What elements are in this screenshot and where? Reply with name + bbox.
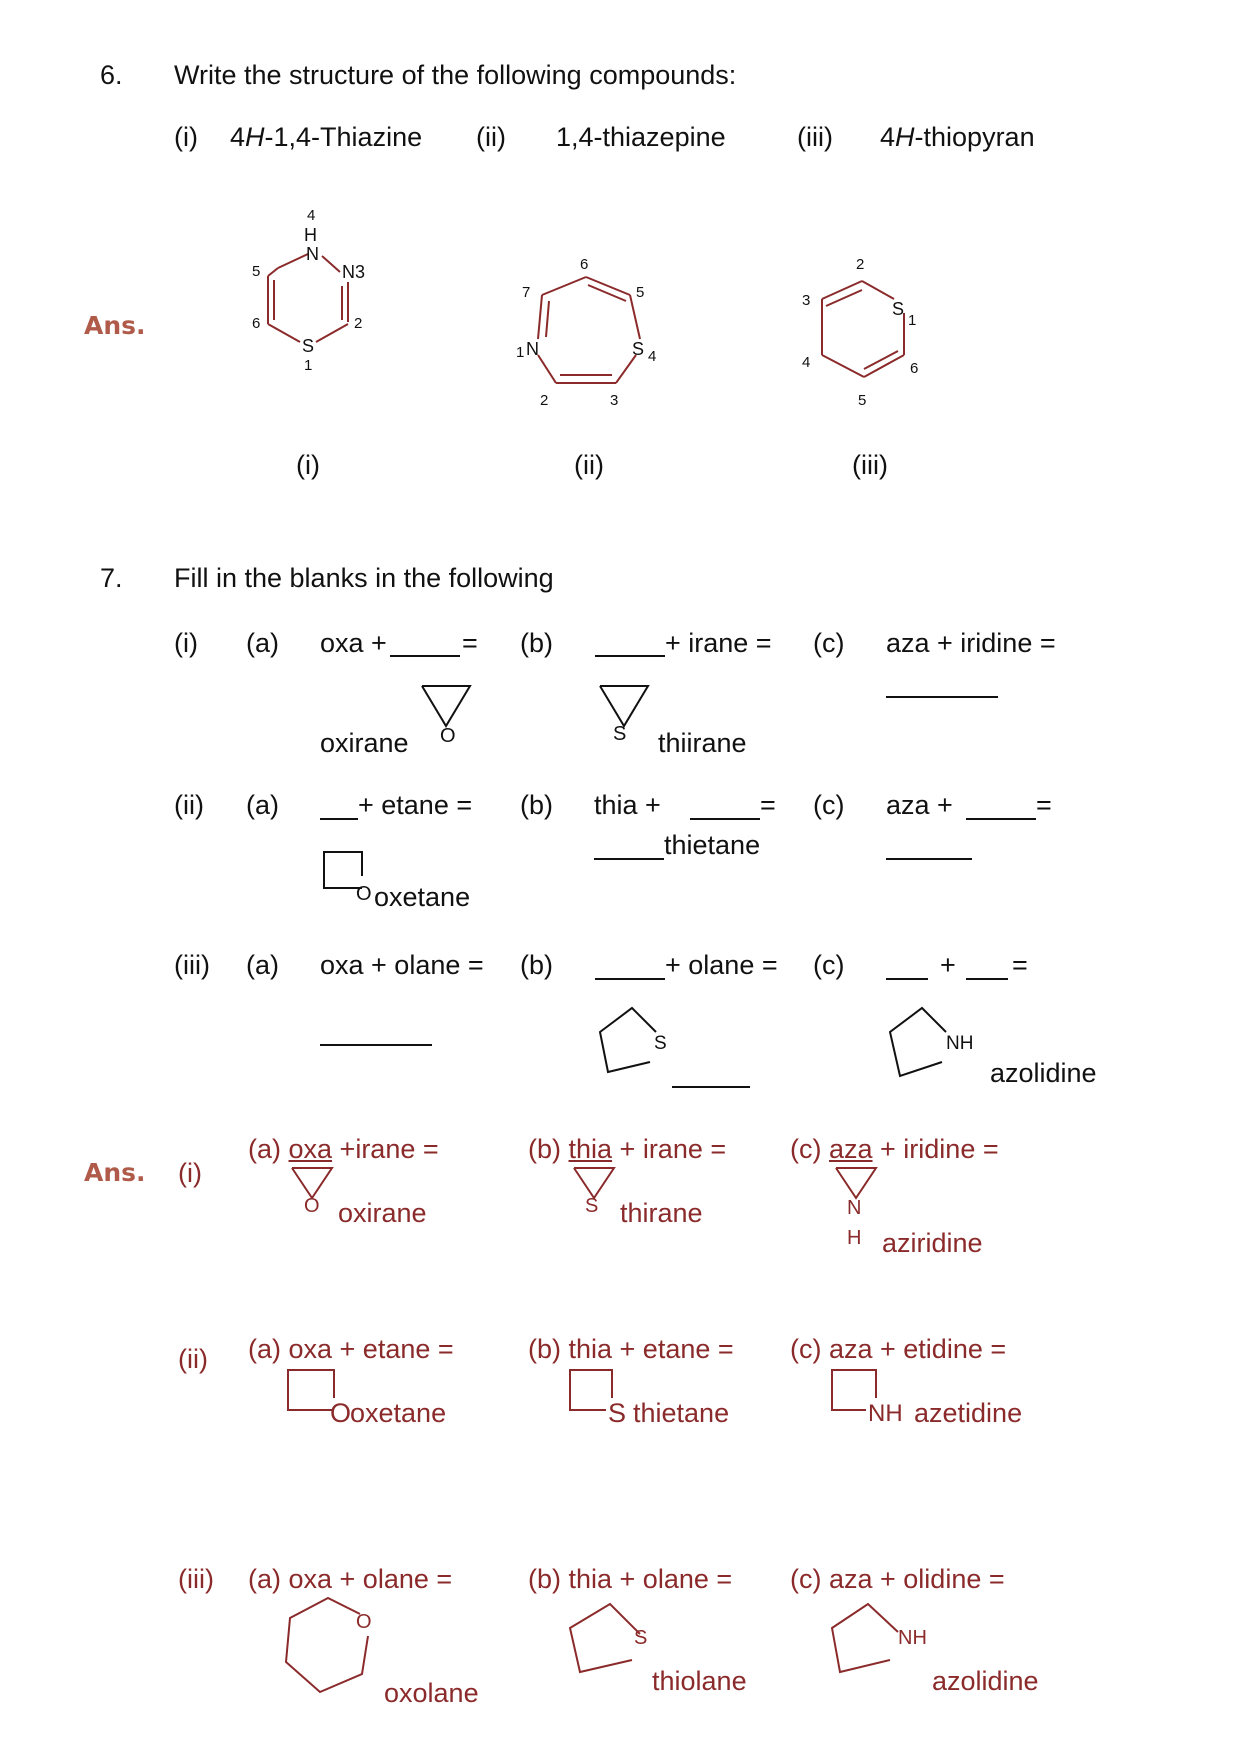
- ans-oxirane-o-atom: O: [304, 1195, 320, 1217]
- q7-row2-b-name: thietane: [664, 830, 761, 860]
- thiazine-h-atom: H: [304, 225, 317, 245]
- thiazine-locant-5: 5: [252, 263, 261, 280]
- ans-iii-a-name: oxolane: [384, 1678, 479, 1708]
- ans-oxetane-o-atom: O: [330, 1398, 352, 1428]
- thiazepine-locant-5: 5: [636, 284, 645, 301]
- q7-row3-b-label: (b): [520, 950, 553, 980]
- thiazepine-locant-7: 7: [522, 284, 531, 301]
- q7-row3-b-post: + olane =: [665, 950, 778, 980]
- thiazine-locant-2: 2: [354, 315, 363, 332]
- ans-oxolane-ring: [280, 1596, 390, 1700]
- caption-i: (i): [296, 450, 320, 480]
- ans-row-i-roman: (i): [178, 1158, 202, 1188]
- q7-row2-b-pre: thia +: [594, 790, 661, 820]
- ans-iii-b-name: thiolane: [652, 1666, 747, 1696]
- q7-row1-a-pre: oxa +: [320, 628, 387, 658]
- thiopyran-locant-3: 3: [802, 292, 811, 309]
- thiazine-n-atom: N: [306, 244, 319, 264]
- ans-oxolane-o-atom: O: [356, 1611, 372, 1633]
- q7-row2-a-blank: [320, 818, 358, 820]
- q6-item-i-name: 4H-1,4-Thiazine: [230, 122, 423, 152]
- q7-row2-b-post: =: [760, 790, 776, 820]
- ans-ii-b-name: thietane: [633, 1398, 730, 1428]
- ans-row-ii-roman: (ii): [178, 1344, 208, 1374]
- q7-row1-a-blank: [390, 655, 460, 657]
- thiirane-s-atom: S: [613, 723, 627, 745]
- thiazepine-locant-3: 3: [610, 392, 619, 409]
- q7-row1-a-post: =: [462, 628, 478, 658]
- thiopyran-structure: [780, 255, 940, 425]
- q6-item-i-roman: (i): [174, 122, 198, 152]
- q7-row1-c-label: (c): [813, 628, 845, 658]
- ans-i-c-name: aziridine: [882, 1228, 983, 1258]
- q7-prompt: Fill in the blanks in the following: [174, 563, 554, 593]
- ans-i-a-name: oxirane: [338, 1198, 427, 1228]
- thiopyran-locant-4: 4: [802, 354, 811, 371]
- ans-ii-b-text: (b) thia + etane =: [528, 1334, 734, 1364]
- q7-row3-c-post: =: [1012, 950, 1028, 980]
- q7-row3-roman: (iii): [174, 950, 210, 980]
- thiazepine-locant-1: 1: [516, 344, 525, 361]
- ans-ii-a-name: oxetane: [350, 1398, 447, 1428]
- thiazine-locant-1: 1: [304, 357, 313, 374]
- thiazepine-locant-6: 6: [580, 256, 589, 273]
- q6-prompt: Write the structure of the following compounds:: [174, 60, 737, 90]
- ans-aziridine-h-atom: H: [847, 1227, 862, 1249]
- q7-row3-b-s-atom: S: [654, 1033, 667, 1054]
- q7-row2-a-label: (a): [246, 790, 279, 820]
- q7-row1-b-label: (b): [520, 628, 553, 658]
- q7-row1-b-blank: [595, 655, 665, 657]
- q7-row1-b-post: + irane =: [665, 628, 772, 658]
- q7-row3-a-label: (a): [246, 950, 279, 980]
- q7-row1-roman: (i): [174, 628, 198, 658]
- ans-i-c-text: (c) aza + iridine =: [790, 1134, 999, 1164]
- thiopyran-locant-1: 1: [908, 312, 917, 329]
- ans-i-b-name: thirane: [620, 1198, 703, 1228]
- ans-i-a-text: (a) oxa +irane =: [248, 1134, 439, 1164]
- q7-row1-c-text: aza + iridine =: [886, 628, 1056, 658]
- q6-item-iii-roman: (iii): [797, 122, 833, 152]
- q7-ans-label: Ans.: [84, 1158, 146, 1187]
- q6-item-ii-name: 1,4-thiazepine: [556, 122, 726, 152]
- ans-iii-c-text: (c) aza + olidine =: [790, 1564, 1005, 1594]
- q7-row2-b-label: (b): [520, 790, 553, 820]
- q7-row3-a-blank: [320, 1044, 432, 1046]
- ans-azolidine-nh-atom: NH: [898, 1627, 927, 1649]
- ans-ii-c-name: azetidine: [914, 1398, 1023, 1428]
- q7-row2-c-pre: aza +: [886, 790, 953, 820]
- q7-row3-c-nh-atom: NH: [946, 1033, 974, 1054]
- thiazine-locant-6: 6: [252, 315, 261, 332]
- oxetane-o-atom: O: [356, 883, 372, 905]
- ans-thiolane-s-atom: S: [634, 1627, 648, 1649]
- q7-row3-c-blank-1: [886, 978, 928, 980]
- thiopyran-locant-2: 2: [856, 256, 865, 273]
- thiopyran-s-atom: S: [892, 299, 905, 319]
- oxirane-o-atom: O: [440, 725, 456, 747]
- q7-row3-c-label: (c): [813, 950, 845, 980]
- thiazine-locant-4: 4: [307, 207, 316, 224]
- thiazepine-structure: [500, 255, 680, 425]
- caption-ii: (ii): [574, 450, 604, 480]
- q6-item-ii-roman: (ii): [476, 122, 506, 152]
- thiazepine-n-atom: N: [526, 339, 539, 359]
- thiazepine-locant-4: 4: [648, 348, 657, 365]
- q7-row2-b-blank: [690, 818, 760, 820]
- q7-row3-a-text: oxa + olane =: [320, 950, 484, 980]
- ans-azetidine-nh-atom: NH: [868, 1400, 903, 1427]
- q7-row2-a-name: oxetane: [374, 882, 471, 912]
- q7-row2-c-post: =: [1036, 790, 1052, 820]
- q7-row3-c-name: azolidine: [990, 1058, 1097, 1088]
- ans-iii-a-text: (a) oxa + olane =: [248, 1564, 453, 1594]
- q7-row1-a-label: (a): [246, 628, 279, 658]
- q6-item-iii-name: 4H-thiopyran: [880, 122, 1035, 152]
- ans-thiirane-s-atom: S: [585, 1195, 599, 1217]
- thiopyran-locant-5: 5: [858, 392, 867, 409]
- q7-row3-c-plus: +: [940, 950, 956, 980]
- thiopyran-locant-6: 6: [910, 360, 919, 377]
- thiazepine-s-atom: S: [632, 339, 645, 359]
- caption-iii: (iii): [852, 450, 888, 480]
- ans-row-iii-roman: (iii): [178, 1564, 214, 1594]
- q7-row2-c-blank: [966, 818, 1036, 820]
- ans-iii-c-name: azolidine: [932, 1666, 1039, 1696]
- q7-row2-c-blank-2: [886, 858, 972, 860]
- q7-row1-c-blank: [886, 696, 998, 698]
- thiazine-s-atom: S: [302, 336, 315, 356]
- q7-row3-b-blank-2: [672, 1086, 750, 1088]
- q7-row1-b-name: thiirane: [658, 728, 747, 758]
- thiazepine-locant-2: 2: [540, 392, 549, 409]
- thiazine-structure: [230, 200, 380, 420]
- q7-row2-roman: (ii): [174, 790, 204, 820]
- q7-row3-b-blank: [595, 978, 665, 980]
- q7-row1-a-name: oxirane: [320, 728, 409, 758]
- q7-row2-c-label: (c): [813, 790, 845, 820]
- ans-aziridine-n-atom: N: [847, 1197, 862, 1219]
- thiazine-n3-atom: N3: [342, 262, 366, 282]
- q7-row2-a-post: + etane =: [358, 790, 473, 820]
- q6-ans-label: Ans.: [84, 311, 146, 340]
- ans-i-b-text: (b) thia + irane =: [528, 1134, 727, 1164]
- ans-iii-b-text: (b) thia + olane =: [528, 1564, 733, 1594]
- q7-row3-c-blank-2: [966, 978, 1008, 980]
- ans-ii-c-text: (c) aza + etidine =: [790, 1334, 1007, 1364]
- ans-thietane-s-atom: S: [608, 1398, 627, 1428]
- q7-row2-b-blank-2: [594, 858, 664, 860]
- q6-number: 6.: [100, 60, 123, 90]
- ans-ii-a-text: (a) oxa + etane =: [248, 1334, 454, 1364]
- q7-number: 7.: [100, 563, 123, 593]
